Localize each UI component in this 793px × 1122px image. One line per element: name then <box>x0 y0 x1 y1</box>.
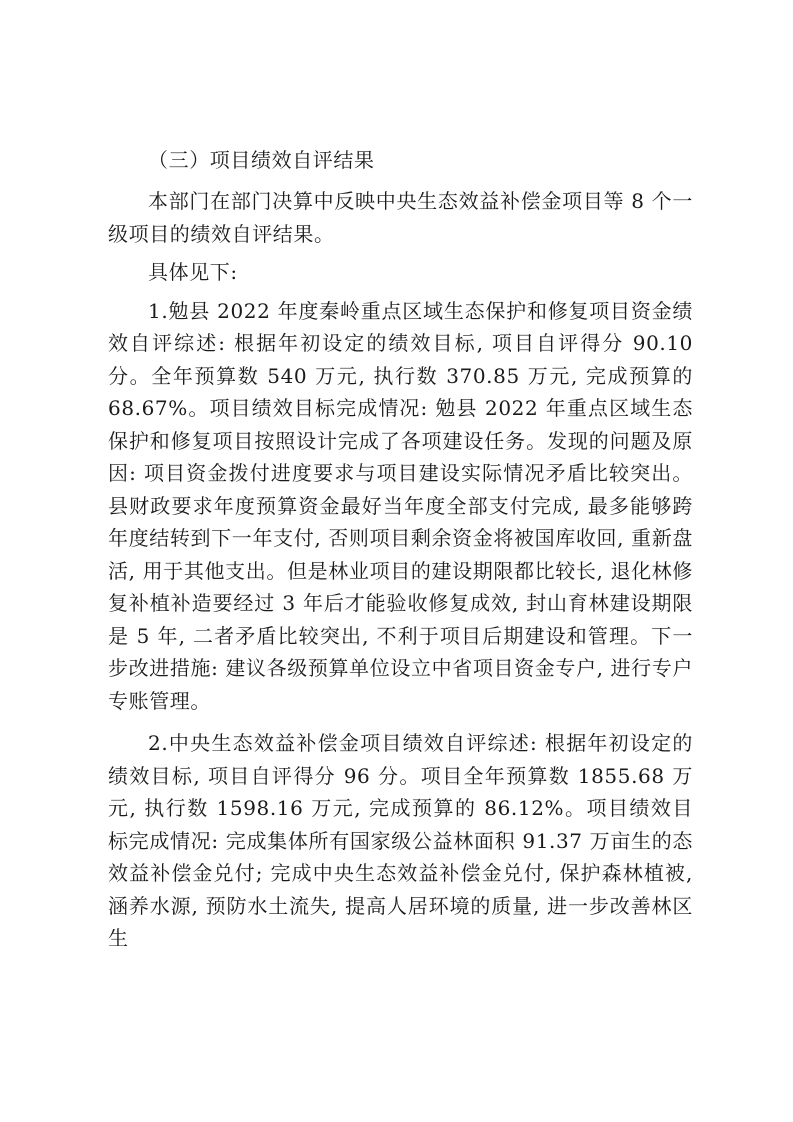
section-heading: （三）项目绩效自评结果 <box>148 148 375 172</box>
paragraph-intro: 本部门在部门决算中反映中央生态效益补偿金项目等 8 个一级项目的绩效自评结果。 <box>108 189 693 246</box>
paragraph-item-2: 2.中央生态效益补偿金项目绩效自评综述: 根据年初设定的绩效目标, 项目自评得分 96 分。项目全年预算数 1855.68 万元, 执行数 1598.16 万元, 完成预算的 86.12%。项目绩效目标完成情况: 完成集体所有国家级公益林面积 91.37 万亩生的态效益补偿金兑付; 完成中央生态效益补偿金兑付, 保护森林植被, 涵养水源, 预防水土流失, 提高人居环境的质量, 进一步改善林区生 <box>108 731 693 950</box>
paragraph-item-1: 1.勉县 2022 年度秦岭重点区域生态保护和修复项目资金绩效自评综述: 根据年初设定的绩效目标, 项目自评得分 90.10 分。全年预算数 540 万元, 执行数 370.85 万元, 完成预算的 68.67%。项目绩效目标完成情况: 勉县 2022 年重点区域生态保护和修复项目按照设计完成了各项建设任务。发现的问题及原因: 项目资金拨付进度要求与项目建设实际情况矛盾比较突出。县财政要求年度预算资金最好当年度全部支付完成, 最多能够跨年度结转到下一年支付, 否则项目剩余资金将被国库收回, 重新盘活, 用于其他支出。但是林业项目的建设期限都比较长, 退化林修复补植补造要经过 3 年后才能验收修复成效, 封山育林建设期限是 5 年, 二者矛盾比较突出, 不利于项目后期建设和管理。下一步改进措施: 建议各级预算单位设立中省项目资金专户, 进行专户专账管理。 <box>108 298 693 713</box>
document-body <box>108 144 693 961</box>
paragraph-see-below: 具体见下: <box>148 260 238 284</box>
